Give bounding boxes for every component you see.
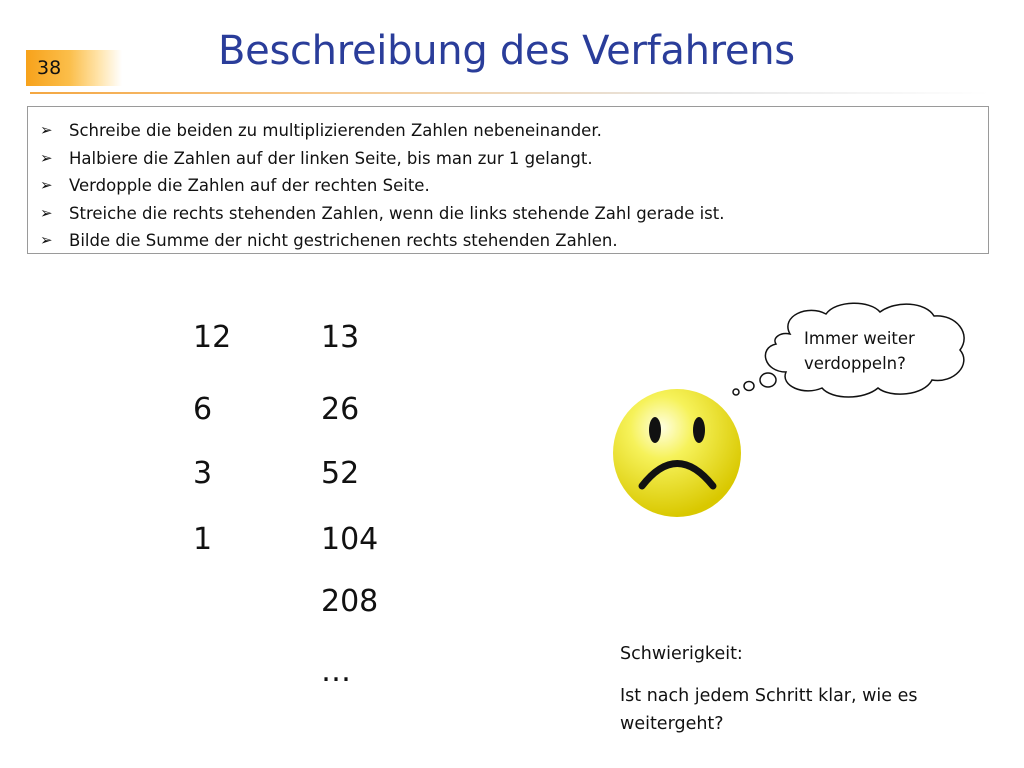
slide-title: Beschreibung des Verfahrens xyxy=(218,28,795,74)
face-circle xyxy=(613,389,741,517)
bubble-dot-small xyxy=(733,389,739,395)
right-eye xyxy=(693,417,705,443)
left-eye xyxy=(649,417,661,443)
step-item xyxy=(40,200,988,228)
step-text: Schreibe die beiden zu multiplizierenden Zahlen nebeneinander. xyxy=(69,121,602,140)
arrowhead-bullet-icon: ➢ xyxy=(40,231,53,249)
page-number: 38 xyxy=(37,57,62,79)
step-item xyxy=(40,145,988,173)
step-item xyxy=(40,117,988,145)
arrowhead-bullet-icon: ➢ xyxy=(40,148,53,167)
right-number: 52 xyxy=(321,456,360,491)
step-text: Bilde die Summe der nicht gestrichenen rechts stehenden Zahlen. xyxy=(69,231,618,250)
step-text: Halbiere die Zahlen auf der linken Seite, bis man zur 1 gelangt. xyxy=(69,148,593,168)
steps-box xyxy=(27,106,989,254)
right-number: 208 xyxy=(321,584,379,619)
thought-line: verdoppeln? xyxy=(804,354,906,373)
right-number: 104 xyxy=(321,522,379,557)
difficulty-line: Ist nach jedem Schritt klar, wie es xyxy=(620,686,918,706)
right-ellipsis: … xyxy=(321,654,351,689)
sad-face-icon xyxy=(610,386,744,520)
steps-list xyxy=(28,107,988,255)
bubble-dot-large xyxy=(760,373,776,387)
arrowhead-bullet-icon: ➢ xyxy=(40,203,53,222)
step-text: Verdopple die Zahlen auf der rechten Seite. xyxy=(69,176,430,195)
left-number: 12 xyxy=(193,320,232,355)
bubble-dot-medium xyxy=(744,382,754,391)
arrowhead-bullet-icon: ➢ xyxy=(40,121,53,139)
step-item xyxy=(40,227,988,255)
arrowhead-bullet-icon: ➢ xyxy=(40,176,53,194)
difficulty-text xyxy=(620,682,980,738)
difficulty-label: Schwierigkeit: xyxy=(620,644,743,664)
difficulty-line: weitergeht? xyxy=(620,714,724,734)
right-number: 26 xyxy=(321,392,360,427)
step-text: Streiche die rechts stehenden Zahlen, wenn die links stehende Zahl gerade ist. xyxy=(69,203,725,223)
right-number: 13 xyxy=(321,320,360,355)
left-number: 3 xyxy=(193,456,213,491)
thought-line: Immer weiter xyxy=(804,329,915,348)
left-number: 6 xyxy=(193,392,213,427)
title-underline xyxy=(30,92,990,94)
step-item xyxy=(40,172,988,200)
left-number: 1 xyxy=(193,522,213,557)
thought-bubble-text xyxy=(804,326,964,376)
